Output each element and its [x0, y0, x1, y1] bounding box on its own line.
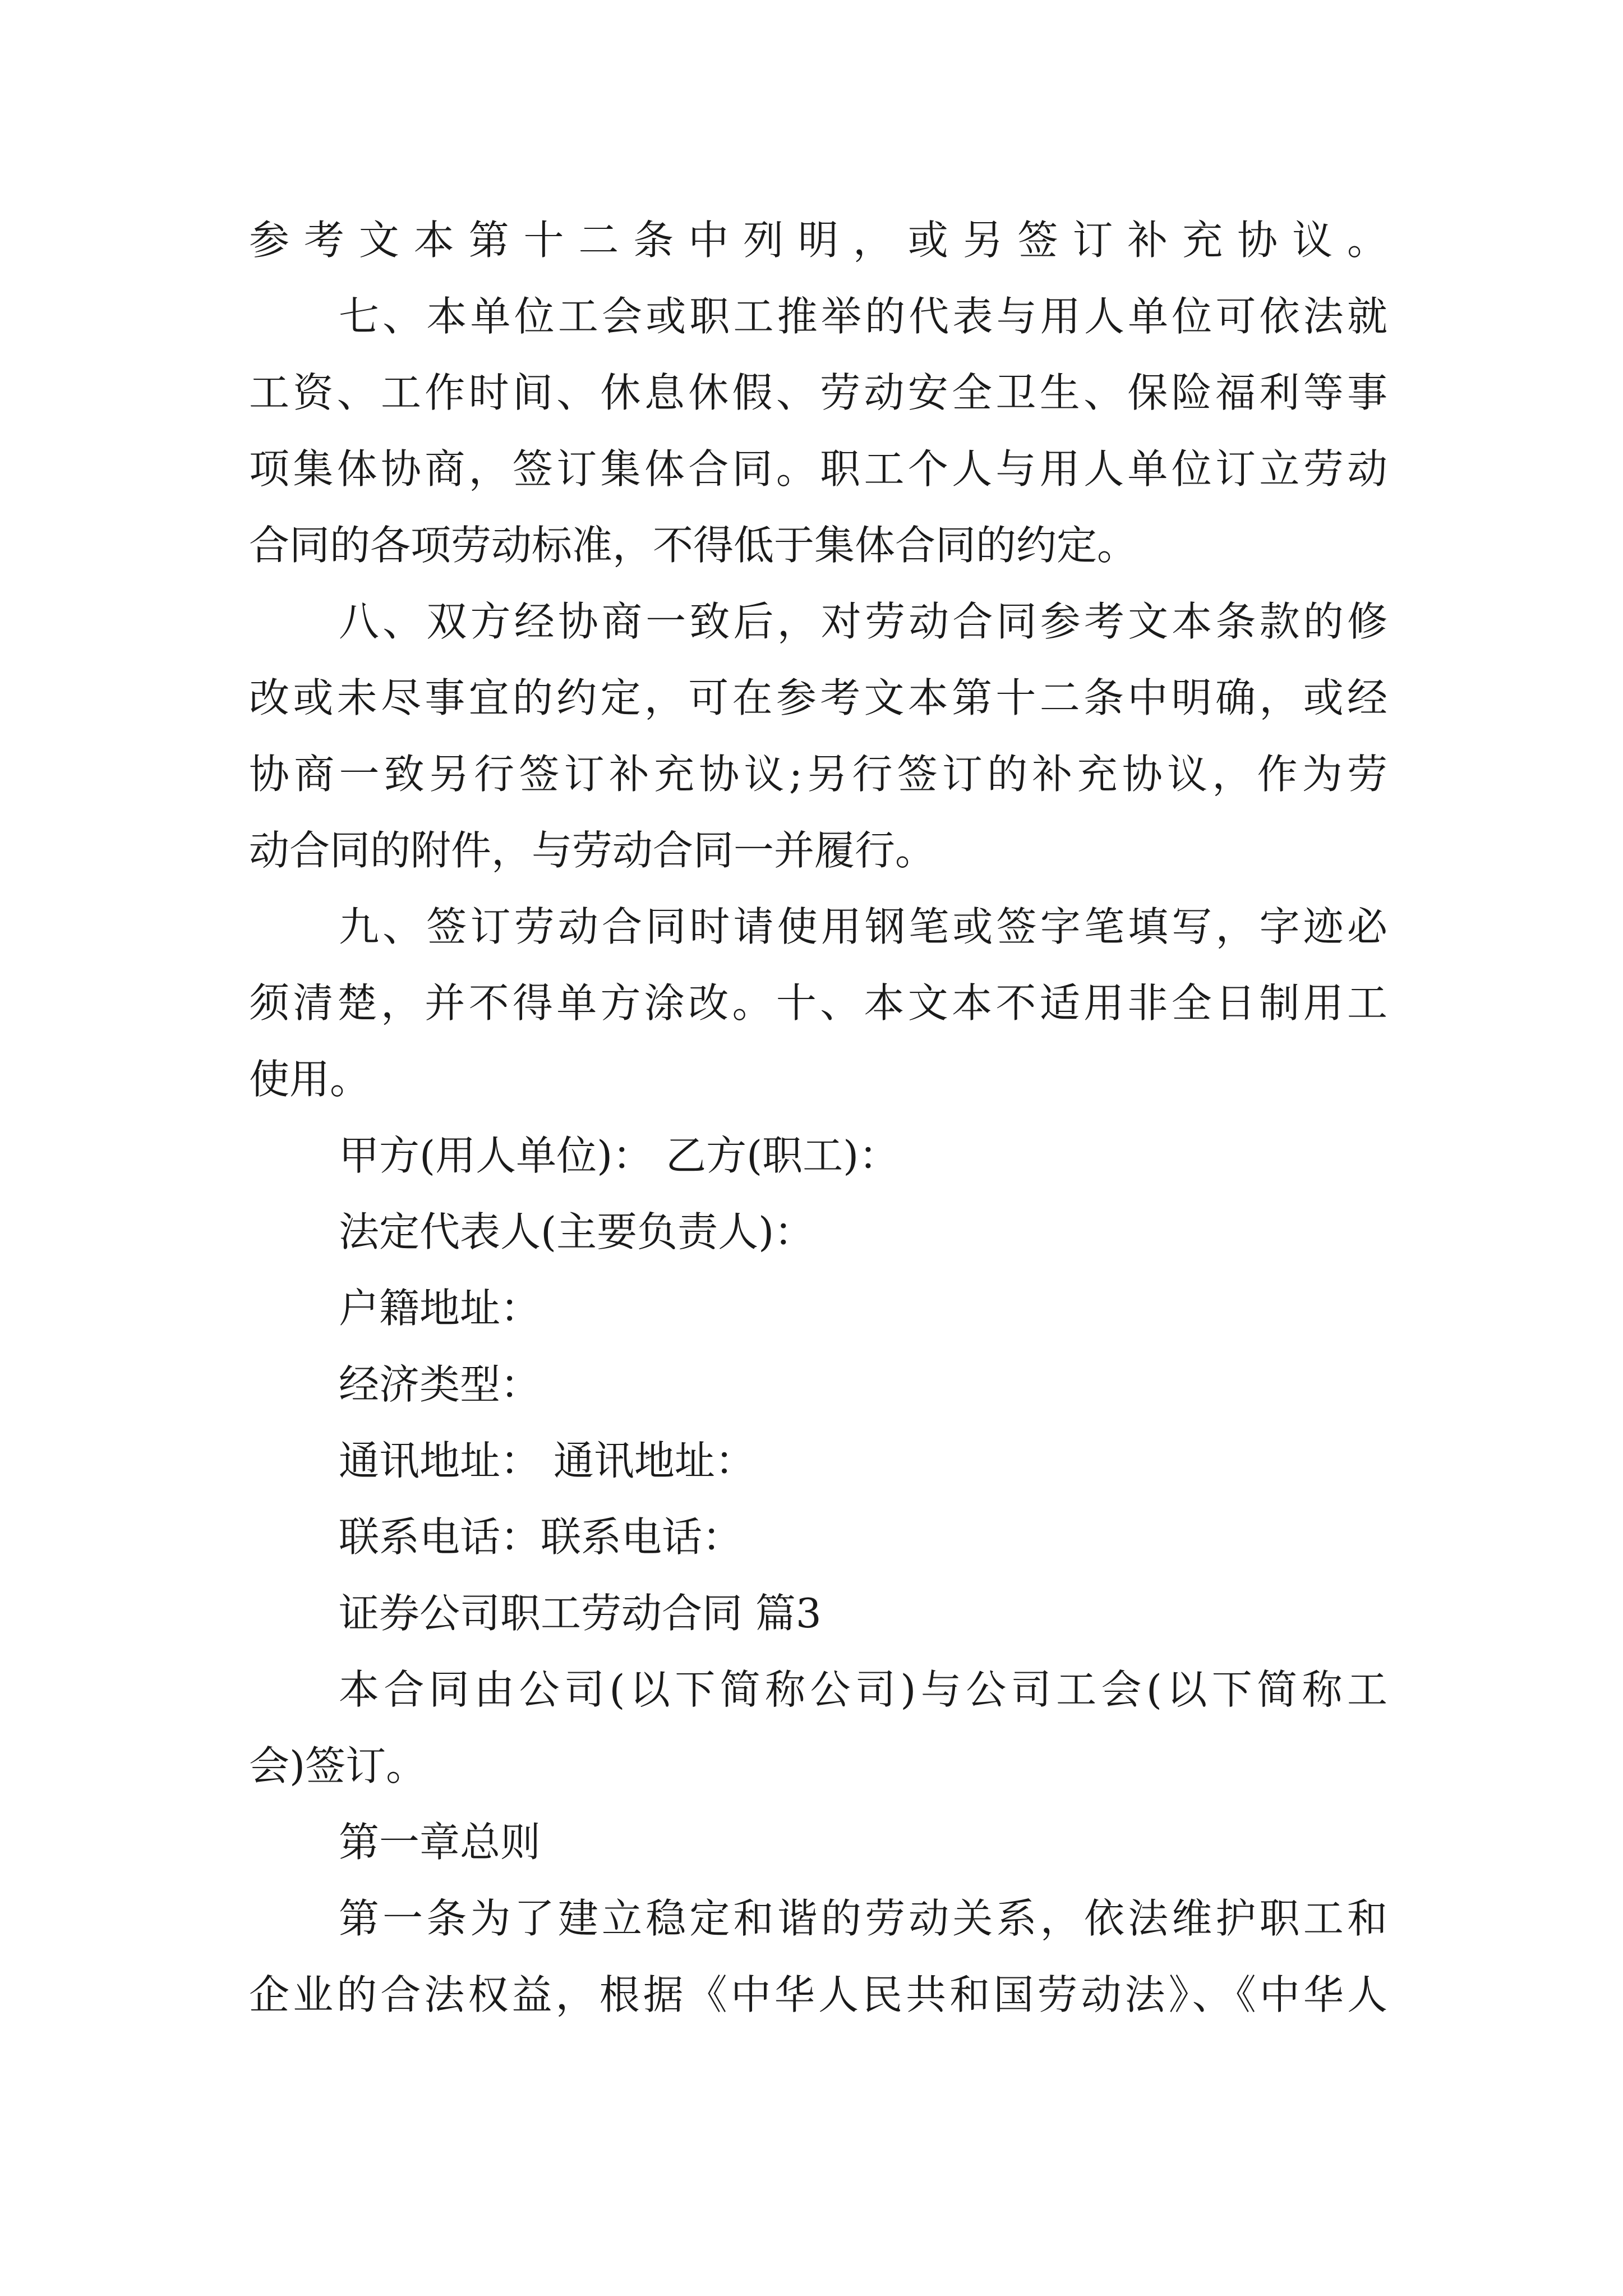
text-line: 通讯地址： 通讯地址： — [339, 1437, 755, 1484]
text-line: 八、双方经协商一致后，对劳动合同参考文本条款的修 — [339, 598, 1387, 645]
text-line: 本合同由公司(以下简称公司)与公司工会(以下简称工 — [339, 1666, 1387, 1713]
text-line: 使用。 — [249, 1056, 371, 1103]
text-line: 甲方(用人单位)： 乙方(职工)： — [339, 1132, 900, 1179]
text-line: 工资、工作时间、休息休假、劳动安全卫生、保险福利等事 — [249, 369, 1387, 416]
text-line: 户籍地址： — [339, 1285, 541, 1332]
text-line: 会)签订。 — [249, 1742, 427, 1789]
text-line: 联系电话：联系电话： — [339, 1513, 743, 1561]
text-line: 合同的各项劳动标准，不得低于集体合同的约定。 — [249, 522, 1138, 569]
text-line: 七、本单位工会或职工推举的代表与用人单位可依法就 — [339, 293, 1387, 340]
text-line: 协商一致另行签订补充协议;另行签订的补充协议，作为劳 — [249, 751, 1387, 798]
text-line: 须清楚，并不得单方涂改。十、本文本不适用非全日制用工 — [249, 979, 1387, 1027]
document-page — [249, 202, 1387, 2033]
text-line: 改或未尽事宜的约定，可在参考文本第十二条中明确，或经 — [249, 674, 1387, 721]
text-line: 项集体协商，签订集体合同。职工个人与用人单位订立劳动 — [249, 445, 1387, 493]
text-line: 九、签订劳动合同时请使用钢笔或签字笔填写，字迹必 — [339, 903, 1387, 950]
text-line: 参考文本第十二条中列明，或另签订补充协议。 — [249, 217, 1387, 264]
text-line: 动合同的附件，与劳动合同一并履行。 — [249, 827, 936, 874]
chapter-heading: 第一章总则 — [339, 1819, 541, 1866]
text-line: 经济类型： — [339, 1361, 541, 1408]
text-line: 第一条为了建立稳定和谐的劳动关系，依法维护职工和 — [339, 1895, 1387, 1942]
section-heading: 证券公司职工劳动合同 篇3 — [339, 1590, 822, 1637]
text-line: 法定代表人(主要负责人)： — [339, 1208, 815, 1255]
text-line: 企业的合法权益，根据《中华人民共和国劳动法》、《中华人 — [249, 1971, 1387, 2018]
